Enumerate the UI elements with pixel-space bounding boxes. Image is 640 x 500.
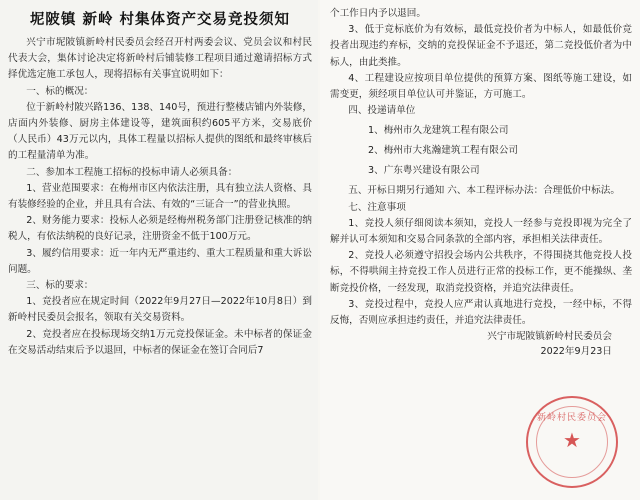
- continued-text: 个工作日内予以退回。: [330, 8, 426, 19]
- section-2-item-3: 3、履约信用要求：近一年内无严重违约、重大工程质量和重大诉讼问题。: [8, 247, 312, 275]
- right-page: [320, 0, 640, 500]
- notice-item-2: 2、竞投人必须遵守招投会场内公共秩序，不得围挠其他竞投人投标，不得哄闹主持竞投工作人员进行正常的投标工作，更不能操纵、垄断竞投价格，一经发现，取消竞投资格，并追究法律责任。: [330, 250, 632, 294]
- notice-title: 坭陂镇 新岭 村集体资产交易竞投须知: [29, 12, 291, 28]
- left-page: [0, 0, 318, 500]
- section-3-heading: 三、标的要求：: [26, 280, 94, 292]
- intro-paragraph: 兴宁市坭陂镇新岭村民委员会经召开村两委会议、党员会议和村民代表大会，集体讨论决定将新岭村后铺装修工程项目通过邀请招标方式择优选定施工承包人，现将招标有关事宜说明如下：: [8, 37, 312, 81]
- section-2-heading: 二、参加本工程施工招标的投标申请人必须具备：: [26, 166, 238, 178]
- section-3-item-4: 4、工程建设应按项目单位提供的预算方案、图纸等施工建设，如需变更，须经项目单位认可并鉴证，方可施工。: [330, 72, 632, 101]
- section-5-6-line: 五、开标日期另行通知 六、本工程评标办法：合理低价中标法。: [348, 185, 620, 197]
- invited-unit: 1、梅州市久龙建筑工程有限公司: [368, 125, 509, 137]
- section-1-text: 位于新岭村陂兴路136、138、140号，预进行整楼店铺内外装修，店面内外装修、厨房主体建设等，建筑面积约605平方米，交易底价（人民币）43万元以内，具体工程量以招标人提供的图纸和最终审核后的工程量清单为准。: [8, 101, 312, 162]
- signature-org: 兴宁市坭陂镇新岭村民委员会: [487, 331, 612, 343]
- section-3-item-2: 2、竞投者应在投标现场交纳1万元竞投保证金。未中标者的保证金在交易活动结束后予以退回，中标者的保证金在签订合同后7: [8, 328, 312, 356]
- seal-star-icon: ★: [563, 428, 581, 452]
- signature-date: 2022年9月23日: [540, 346, 612, 358]
- section-3-item-1: 1、竞投者应在规定时间（2022年9月27日—2022年10月8日）到新岭村民委员会报名，领取有关交易资料。: [8, 296, 312, 324]
- section-2-item-1: 1、营业范围要求：在梅州市区内依法注册，具有独立法人资格、具有装修经验的企业，并且具有合法、有效的“三证合一”的营业执照。: [8, 182, 312, 211]
- section-2-item-2: 2、财务能力要求：投标人必须是经梅州税务部门注册登记核准的纳税人，有依法纳税的良好记录，注册资金不低于100万元。: [8, 215, 312, 243]
- section-4-heading: 四、投递请单位: [348, 105, 416, 117]
- section-7-heading: 七、注意事项: [348, 201, 406, 213]
- invited-unit: 3、广东粤兴建设有限公司: [368, 165, 480, 177]
- notice-item-1: 1、竞投人须仔细阅读本须知，竞投人一经参与竞投即视为完全了解并认可本须知和交易合同条款的全部内容，承担相关法律责任。: [330, 217, 632, 246]
- section-1-heading: 一、标的概况：: [26, 85, 94, 97]
- invited-unit: 2、梅州市大兆瀚建筑工程有限公司: [368, 145, 519, 157]
- section-3-item-3: 3、低于竞标底价为有效标，最低竞投价者为中标人，如最低价竞投者出现违约弃标，交纳的竞投保证金不予退还，第二竞投低价者为中标人，由此类推。: [330, 24, 632, 68]
- official-seal: [526, 396, 618, 488]
- seal-text: 新岭村民委员会: [536, 413, 607, 423]
- notice-item-3: 3、竞投过程中，竞投人应严肃认真地进行竞投，一经中标，不得反悔，否则应承担违约责任，并追究法律责任。: [330, 298, 632, 327]
